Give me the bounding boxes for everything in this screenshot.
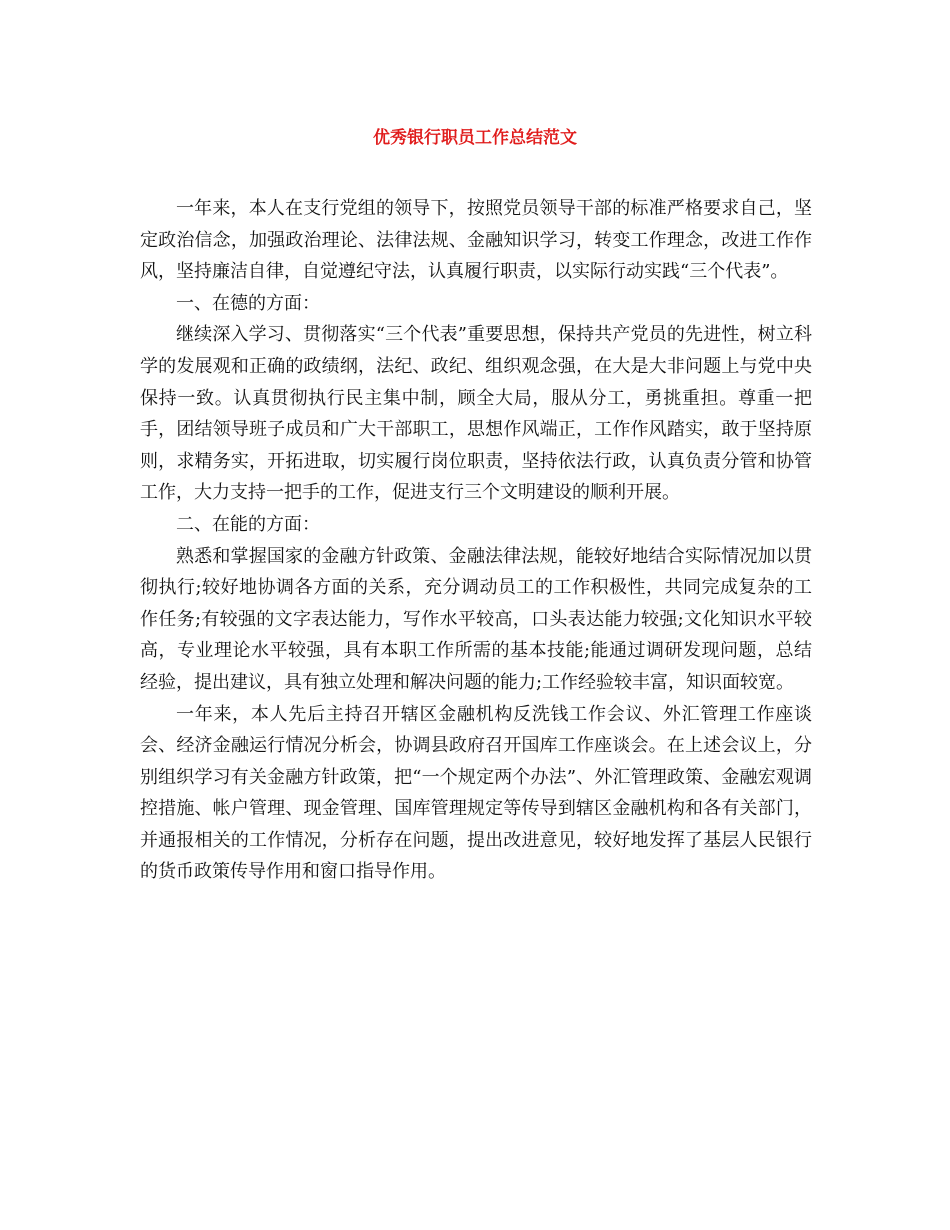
section-heading-morality: 一、在德的方面：: [176, 292, 320, 314]
paragraph-morality: 继续深入学习、贯彻落实“三个代表”重要思想，保持共产党员的先进性，树立科学的发展观和正确的政绩纲，法纪、政纪、组织观念强，在大是大非问题上与党中央保持一致。认真贯彻执行民主集中制，顾全大局，服从分工，勇挑重担。尊重一把手，团结领导班子成员和广大干部职工，思想作风端正，工作作风踏实，敢于坚持原则，求精务实，开拓进取，切实履行岗位职责，坚持依法行政，认真负责分管和协管工作，大力支持一把手的工作，促进支行三个文明建设的顺利开展。: [140, 324, 812, 504]
paragraph-intro: 一年来，本人在支行党组的领导下，按照党员领导干部的标准严格要求自己，坚定政治信念，加强政治理论、法律法规、金融知识学习，转变工作理念，改进工作作风，坚持廉洁自律，自觉遵纪守法，认真履行职责，以实际行动实践“三个代表”。: [140, 198, 812, 283]
paragraph-meetings: 一年来，本人先后主持召开辖区金融机构反洗钱工作会议、外汇管理工作座谈会、经济金融运行情况分析会，协调县政府召开国库工作座谈会。在上述会议上，分别组织学习有关金融方针政策，把“一个规定两个办法”、外汇管理政策、金融宏观调控措施、帐户管理、现金管理、国库管理规定等传导到辖区金融机构和各有关部门，并通报相关的工作情况，分析存在问题，提出改进意见，较好地发挥了基层人民银行的货币政策传导作用和窗口指导作用。: [140, 703, 812, 883]
document-title: 优秀银行职员工作总结范文: [373, 128, 577, 148]
document-body: [140, 193, 812, 888]
paragraph-ability: 熟悉和掌握国家的金融方针政策、金融法律法规，能较好地结合实际情况加以贯彻执行;较好地协调各方面的关系，充分调动员工的工作积极性，共同完成复杂的工作任务;有较强的文字表达能力，写作水平较高，口头表达能力较强;文化知识水平较高，专业理论水平较强，具有本职工作所需的基本技能;能通过调研发现问题，总结经验，提出建议，具有独立处理和解决问题的能力;工作经验较丰富，知识面较宽。: [140, 545, 812, 693]
section-heading-ability: 二、在能的方面：: [176, 513, 320, 535]
